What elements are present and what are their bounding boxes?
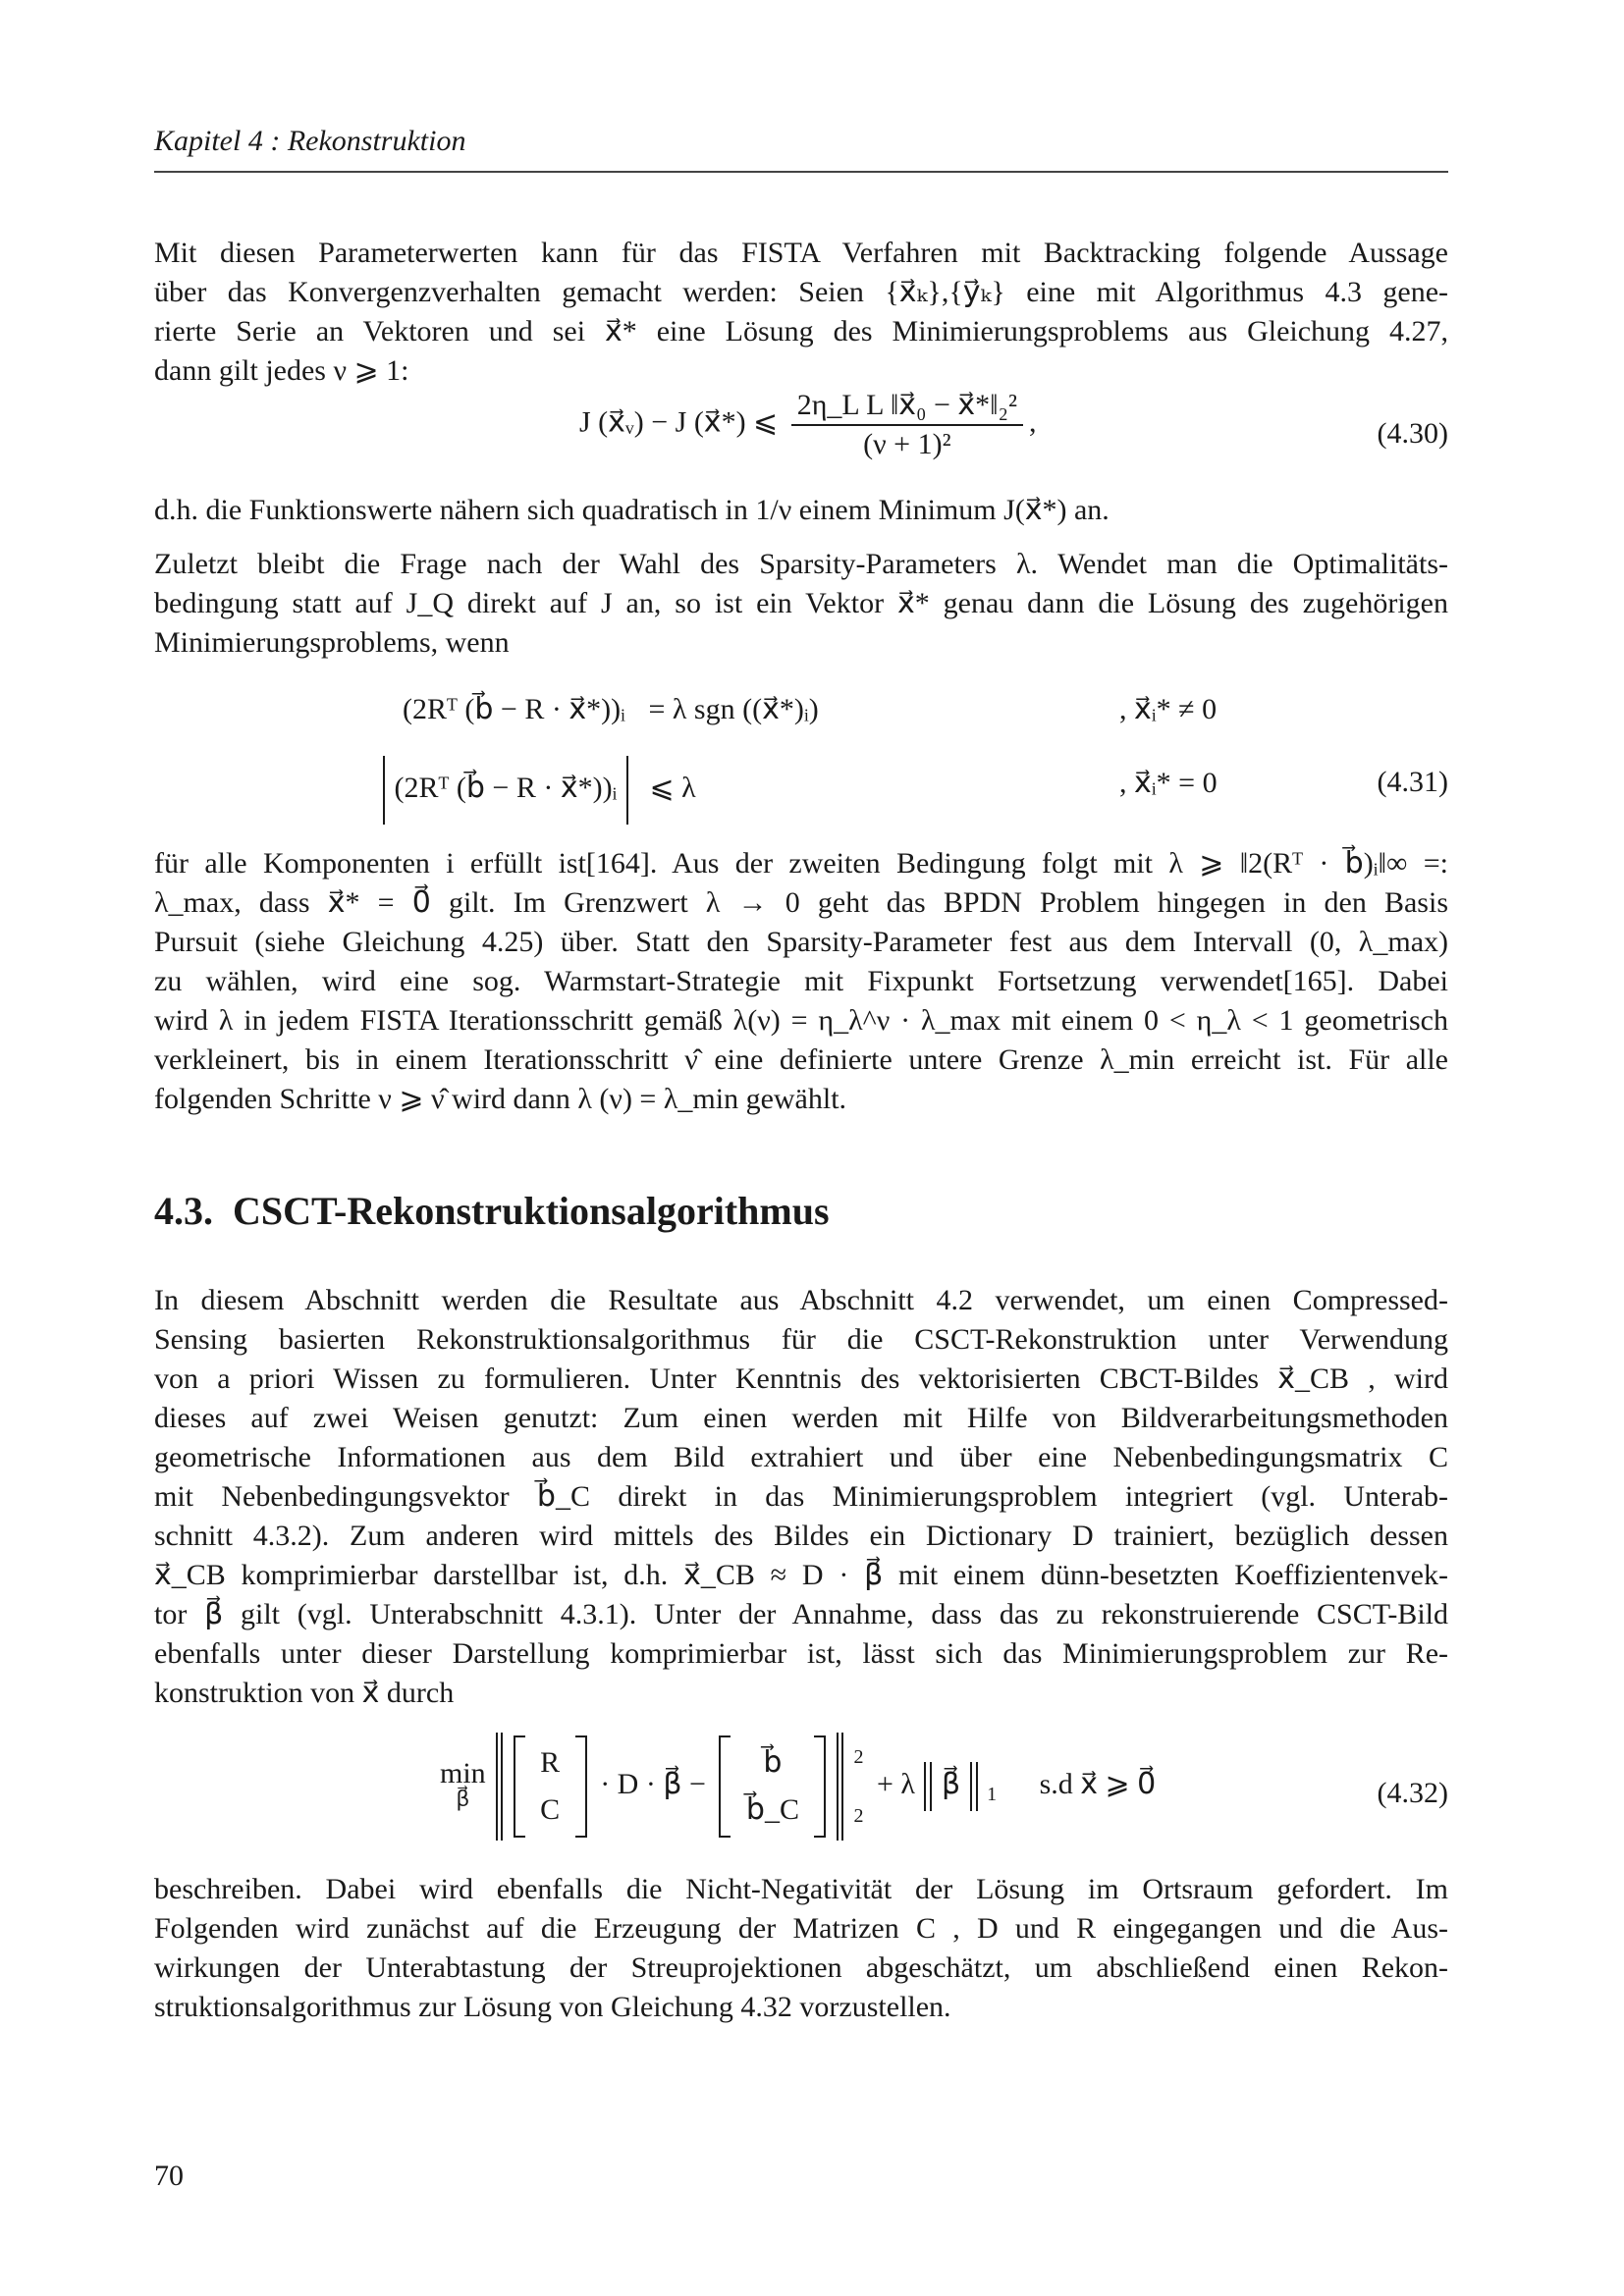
equation-number: (4.31): [1377, 766, 1448, 798]
text-line: In diesem Abschnitt werden die Resultate aus Abschnitt 4.2 verwendet, um einen Compressed-: [154, 1284, 1448, 1316]
section-heading: [154, 1188, 849, 1234]
equation-number: (4.32): [1377, 1777, 1448, 1809]
text-line: Minimierungsproblems, wenn: [154, 626, 510, 659]
equation-4-30: [579, 388, 1037, 461]
eq-denominator: (ν + 1)²: [863, 428, 951, 460]
equation-number: (4.30): [1377, 417, 1448, 450]
l1-bar: [976, 1762, 978, 1811]
section-title: CSCT-Rekonstruktionsalgorithmus: [233, 1189, 830, 1233]
matrix-bracket: [719, 1735, 731, 1838]
norm-bar: [496, 1733, 503, 1841]
norm-sup: 2: [853, 1746, 864, 1768]
text-line: x⃗_CB komprimierbar darstellbar ist, d.h. x⃗_CB ≈ D · β⃗ mit einem dünn-besetzten Koeffizientenvek-: [154, 1559, 1448, 1591]
page-number: 70: [154, 2160, 184, 2192]
eq-beta: β⃗: [941, 1767, 961, 1800]
text-line: schnitt 4.3.2). Zum anderen wird mittels des Bildes ein Dictionary D trainiert, bezüglich dessen: [154, 1520, 1448, 1552]
matrix-entry: R: [540, 1746, 561, 1779]
norm-indices: [853, 1728, 863, 1845]
text-line: beschreiben. Dabei wird ebenfalls die Nicht-Negativität der Lösung im Ortsraum gefordert. Im: [154, 1873, 1448, 1905]
norm-bar: [837, 1733, 843, 1841]
l1-bar: [924, 1762, 926, 1811]
eq-lhs: J (x⃗ᵥ) − J (x⃗*) ⩽: [579, 405, 779, 439]
text-line: dann gilt jedes ν ⩾ 1:: [154, 354, 409, 387]
eq-numerator: 2η_L L ‖x⃗₀ − x⃗*‖₂²: [791, 388, 1023, 426]
eq-plus: + λ: [876, 1767, 915, 1800]
paragraph-convergence: [154, 234, 1448, 391]
min-subscript: β⃗: [456, 1787, 470, 1811]
equation-4-31-row2: [381, 756, 696, 825]
abs-bar: [626, 756, 628, 825]
eq-rhs: ⩽ λ: [649, 771, 696, 804]
text-line: Folgenden wird zunächst auf die Erzeugung der Matrizen C , D und R eingegangen und die Aus-: [154, 1912, 1448, 1945]
text-line: folgenden Schritte ν ⩾ ν̂ wird dann λ (ν) = λ_min gewählt.: [154, 1083, 847, 1115]
l1-subscript: 1: [987, 1783, 998, 1805]
text-line: dieses auf zwei Weisen genutzt: Zum einen werden mit Hilfe von Bildverarbeitungsmethoden: [154, 1402, 1448, 1434]
text-line: wirkungen der Unterabtastung der Streuprojektionen abgeschätzt, um abschließend einen Rekon-: [154, 1951, 1448, 1984]
text-line: ebenfalls unter dieser Darstellung komprimierbar ist, lässt sich das Minimierungsproblem zur Re-: [154, 1637, 1448, 1670]
l1-bar: [930, 1762, 932, 1811]
l1-bar: [970, 1762, 972, 1811]
matrix-rc: [540, 1739, 560, 1834]
text-line: von a priori Wissen zu formulieren. Unter Kenntnis des vektorisierten CBCT-Bildes x⃗_CB , wird: [154, 1362, 1448, 1395]
eq-constraint: s.d x⃗ ⩾ 0⃗: [1039, 1767, 1157, 1800]
text-line: tor β⃗ gilt (vgl. Unterabschnitt 4.3.1). Unter der Annahme, dass das zu rekonstruierende CSCT-Bild: [154, 1598, 1448, 1630]
text-line: für alle Komponenten i erfüllt ist[164]. Aus der zweiten Bedingung folgt mit λ ⩾ ‖2(Rᵀ · b⃗)ᵢ‖∞ =:: [154, 847, 1448, 880]
norm-sub: 2: [853, 1805, 864, 1827]
running-header: Kapitel 4 : Rekonstruktion: [154, 125, 466, 157]
paragraph-sparsity: [154, 545, 1448, 663]
eq-condition: , x⃗ᵢ* ≠ 0: [1119, 693, 1218, 725]
text-line: konstruktion von x⃗ durch: [154, 1677, 455, 1709]
text-line: geometrische Informationen aus dem Bild extrahiert und über eine Nebenbedingungsmatrix C: [154, 1441, 1448, 1473]
paragraph-warmstart: [154, 844, 1448, 1119]
eq-rhs: = λ sgn ((x⃗*)ᵢ): [648, 693, 819, 725]
matrix-entry: C: [540, 1793, 561, 1826]
paragraph-quadratic: [154, 491, 1448, 530]
matrix-entry: b⃗: [763, 1746, 783, 1779]
matrix-bracket: [575, 1735, 587, 1838]
eq-trail: ,: [1029, 405, 1037, 439]
text-line: über das Konvergenzverhalten gemacht werden: Seien {x⃗ₖ},{y⃗ₖ} eine mit Algorithmus 4.3 gene-: [154, 276, 1448, 308]
text-line: d.h. die Funktionswerte nähern sich quadratisch in 1/ν einem Minimum J(x⃗*) an.: [154, 494, 1110, 526]
text-line: struktionsalgorithmus zur Lösung von Gleichung 4.32 vorzustellen.: [154, 1991, 951, 2023]
min-operator: [440, 1757, 486, 1812]
text-line: mit Nebenbedingungsvektor b⃗_C direkt in das Minimierungsproblem integriert (vgl. Unterab-: [154, 1480, 1448, 1513]
text-line: λ_max, dass x⃗* = 0⃗ gilt. Im Grenzwert λ → 0 geht das BPDN Problem hingegen in den Basis: [154, 886, 1448, 919]
matrix-bracket: [814, 1735, 826, 1838]
text-line: Pursuit (siehe Gleichung 4.25) über. Statt den Sparsity-Parameter fest aus dem Intervall (0, λ_max): [154, 926, 1448, 958]
abs-bar: [383, 756, 385, 825]
text-line: Sensing basierten Rekonstruktionsalgorithmus für die CSCT-Rekonstruktion unter Verwendung: [154, 1323, 1448, 1356]
eq-fraction: [791, 388, 1023, 461]
matrix-b: [746, 1739, 799, 1834]
text-line: rierte Serie an Vektoren und sei x⃗* eine Lösung des Minimierungsproblems aus Gleichung 4.27,: [154, 315, 1448, 347]
text-line: Zuletzt bleibt die Frage nach der Wahl des Sparsity-Parameters λ. Wendet man die Optimalitäts-: [154, 548, 1448, 580]
text-line: bedingung statt auf J_Q direkt auf J an, so ist ein Vektor x⃗* genau dann die Lösung des zugehörigen: [154, 587, 1448, 619]
matrix-entry: b⃗_C: [745, 1793, 799, 1826]
paragraph-outlook: [154, 1870, 1448, 2027]
text-line: wird λ in jedem FISTA Iterationsschritt gemäß λ(ν) = η_λ^ν · λ_max mit einem 0 < η_λ < 1 geometrisch: [154, 1004, 1448, 1037]
paragraph-csct: [154, 1281, 1448, 1713]
eq-middle: · D · β⃗ −: [600, 1767, 706, 1800]
eq-condition: , x⃗ᵢ* = 0: [1119, 767, 1218, 799]
eq-lhs: (2Rᵀ (b⃗ − R · x⃗*))ᵢ: [403, 693, 625, 725]
eq-lhs: (2Rᵀ (b⃗ − R · x⃗*))ᵢ: [394, 771, 618, 804]
matrix-bracket: [514, 1735, 525, 1838]
text-line: Mit diesen Parameterwerten kann für das FISTA Verfahren mit Backtracking folgende Aussage: [154, 237, 1448, 269]
min-label: min: [440, 1757, 486, 1789]
header-rule: [154, 171, 1448, 173]
section-number: 4.3.: [154, 1189, 213, 1233]
equation-4-31-row1: [403, 692, 819, 726]
text-line: verkleinert, bis in einem Iterationsschritt ν̂ eine definierte untere Grenze λ_min erreicht ist. Für alle: [154, 1043, 1448, 1076]
equation-4-32: [440, 1728, 1156, 1845]
text-line: zu wählen, wird eine sog. Warmstart-Strategie mit Fixpunkt Fortsetzung verwendet[165]. Dabei: [154, 965, 1448, 997]
